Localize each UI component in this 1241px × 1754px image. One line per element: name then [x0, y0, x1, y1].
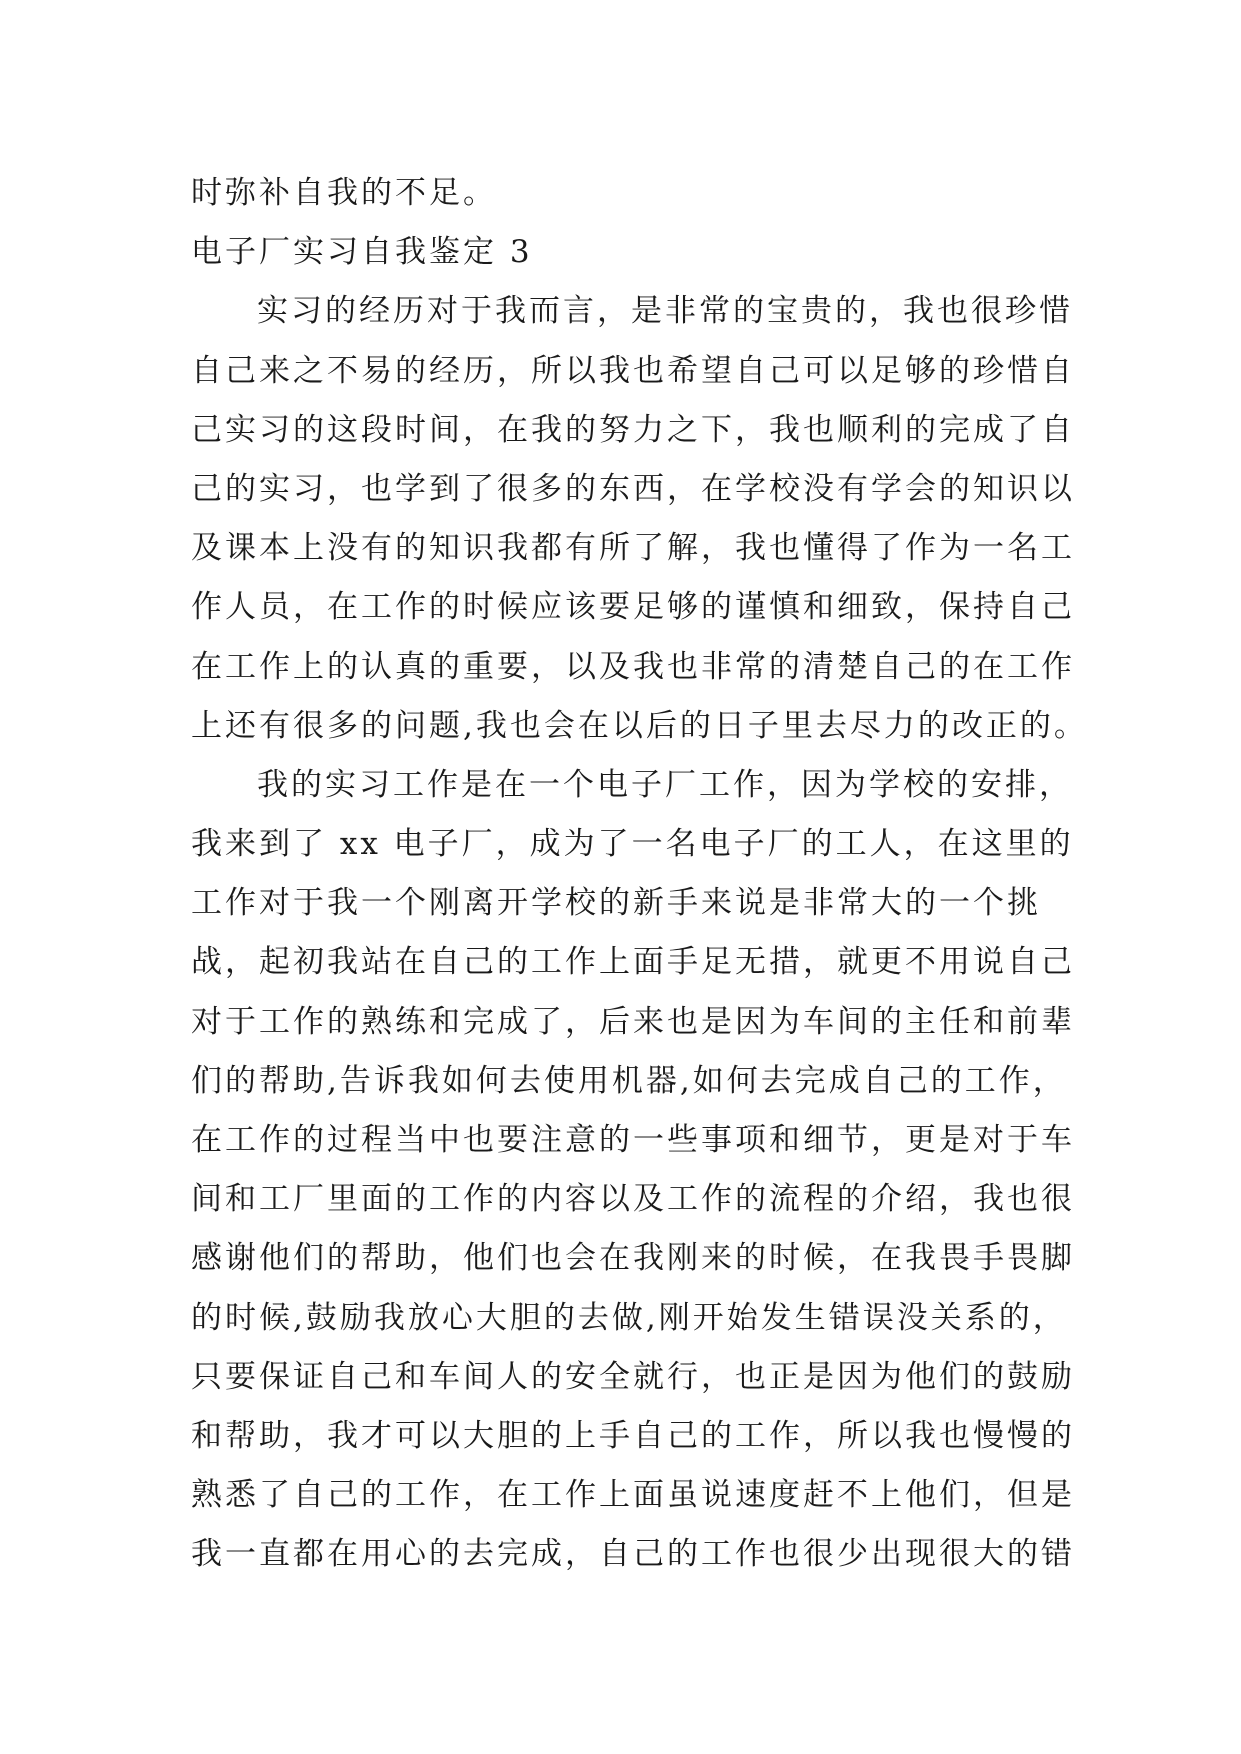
- intro-tail-line: 时弥补自我的不足。: [191, 175, 497, 211]
- paragraph-line: 在工作上的认真的重要，以及我也非常的清楚自己的在工作: [191, 648, 1075, 685]
- paragraph-line: 己实习的这段时间，在我的努力之下，我也顺利的完成了自: [191, 411, 1075, 448]
- paragraph-line: 熟悉了自己的工作，在工作上面虽说速度赶不上他们，但是: [191, 1477, 1075, 1514]
- paragraph-line: 的时候,鼓励我放心大胆的去做,刚开始发生错误没关系的，: [191, 1299, 1067, 1336]
- paragraph-line: 们的帮助,告诉我如何去使用机器,如何去完成自己的工作，: [191, 1062, 1067, 1099]
- paragraph-line: 间和工厂里面的工作的内容以及工作的流程的介绍，我也很: [191, 1181, 1075, 1218]
- paragraph-line: 实习的经历对于我而言，是非常的宝贵的，我也很珍惜: [257, 293, 1073, 330]
- paragraph-line: 感谢他们的帮助，他们也会在我刚来的时候，在我畏手畏脚: [191, 1240, 1075, 1277]
- paragraph-line: 作人员，在工作的时候应该要足够的谨慎和细致，保持自己: [191, 589, 1075, 626]
- paragraph-2: [191, 756, 1075, 1585]
- document-body: [191, 164, 1088, 1585]
- section-heading: 电子厂实习自我鉴定 3: [191, 234, 533, 271]
- paragraph-line: 及课本上没有的知识我都有所了解，我也懂得了作为一名工: [191, 530, 1075, 567]
- paragraph-line: 对于工作的熟练和完成了，后来也是因为车间的主任和前辈: [191, 1003, 1075, 1040]
- paragraph-line: 自己来之不易的经历，所以我也希望自己可以足够的珍惜自: [191, 352, 1075, 389]
- paragraph-line: 工作对于我一个刚离开学校的新手来说是非常大的一个挑: [191, 885, 1041, 922]
- paragraph-1: [191, 282, 1088, 756]
- paragraph-line: 战，起初我站在自己的工作上面手足无措，就更不用说自己: [191, 944, 1075, 981]
- paragraph-line: 我的实习工作是在一个电子厂工作，因为学校的安排，: [257, 766, 1073, 803]
- paragraph-line: 和帮助，我才可以大胆的上手自己的工作，所以我也慢慢的: [191, 1417, 1075, 1454]
- paragraph-line: 己的实习，也学到了很多的东西，在学校没有学会的知识以: [191, 470, 1075, 507]
- paragraph-line: 只要保证自己和车间人的安全就行，也正是因为他们的鼓励: [191, 1358, 1075, 1395]
- paragraph-line: 我一直都在用心的去完成，自己的工作也很少出现很大的错: [191, 1536, 1075, 1573]
- paragraph-line: 我来到了 xx 电子厂，成为了一名电子厂的工人，在这里的: [191, 826, 1074, 863]
- paragraph-line: 上还有很多的问题,我也会在以后的日子里去尽力的改正的。: [191, 707, 1088, 744]
- paragraph-line: 在工作的过程当中也要注意的一些事项和细节，更是对于车: [191, 1122, 1075, 1158]
